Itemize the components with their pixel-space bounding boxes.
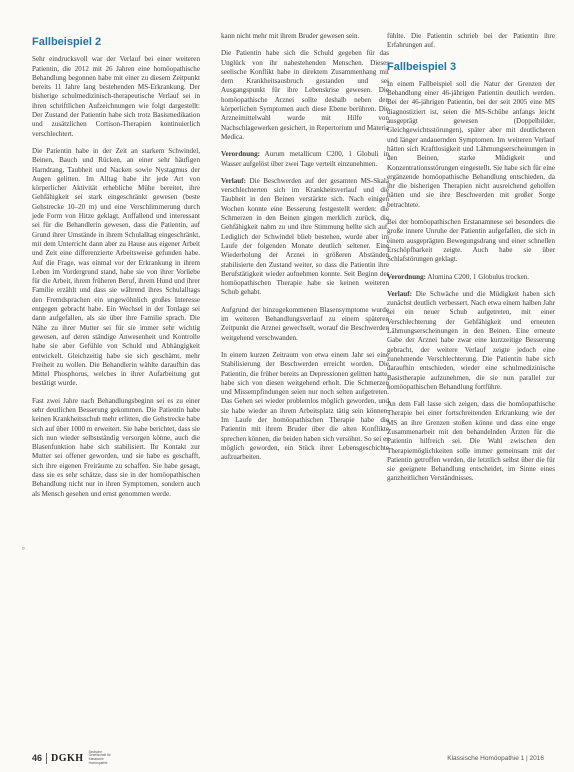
prescription-text: Aurum metallicum C200, 1 Globuli in Wasser aufgelöst über zwei Tage verteilt einzunehmen.: [221, 150, 389, 168]
column-middle: [221, 32, 389, 470]
prescription-text: Alumina C200, 1 Globulus trocken.: [426, 272, 530, 281]
paragraph: Fast zwei Jahre nach Behandlungsbeginn sei es zu einer sehr deutlichen Besserung gekommen. Die Patientin habe keinen Krankheitsschub mehr erlitten, die Gehstrecke habe sich auf über 1000 m erweitert. Sie habe berichtet, dass sie sich nun wieder selbstständig versorgen könne, auch die Blasenfunktion habe sich stabilisiert. Ihr Kontakt zur Mutter sei offener geworden, und sie habe es geschafft, sich ihre eigenen Freiräume zu schaffen. Sie habe gesagt, dass sie es sehr schätze, dass sie in der homöopathischen Behandlung nicht nur in ihren Symptomen, sondern auch als Mensch gesehen und ernst genommen werde.: [32, 396, 200, 498]
paragraph: Die Patientin habe sich die Schuld gegeben für das Unglück von ihr nahestehenden Menschen. Dieses seelische Konflikt habe in direktem Zusammenhang mit dem Krankheitsausbruch gestanden und sei Ausgangspunkt für ihre Lebenskrise gewesen. Die homöopathische Arznei sollte deshalb neben den körperlichen Symptomen auch diese Ebene berühren. Die Arzneimittelwahl wurde mit Hilfe von Nachschlagewerken gesichert, in Repertorium und Materia Medica.: [221, 49, 389, 141]
prescription-label: Verordnung:: [221, 150, 261, 159]
course-label: Verlauf:: [221, 176, 246, 185]
course-label: Verlauf:: [387, 289, 412, 298]
course-paragraph: [387, 290, 555, 392]
prescription-paragraph: [387, 273, 555, 282]
paragraph: Bei der homöopathischen Erstanamnese sei besonders die große innere Unruhe der Patientin aufgefallen, die sich in einem ausgeprägten Bewegungsdrang und einer schnellen Erschöpfbarkeit zeigte. Auch habe sie über Schlafstörungen geklagt.: [387, 218, 555, 264]
paragraph: Die Patientin habe in der Zeit an starkem Schwindel, Beinen, Bauch und Rücken, an einer sehr häufigen Harndrang, Taubheit und Nacken sowie Nystagmus der Augen gelitten. Im Alltag habe ihr jede Art von körperlicher Aktivität erhebliche Mühe bereitet, ihre Gehfähigkeit sei stark eingeschränkt gewesen (beste Gehstrecke 10–20 m) und eine Verschlimmerung durch jede Form von Hitze geklagt. Auffallend und interessant sei für die Behandlerin gewesen, dass die Patientin, auf Grund ihrer Umstände in ihrem Schulalltag eingeschränkt, mit dem Unterricht dann aber zu Hause aus eigener Arbeit und Zeit eine differenzierte Arbeitsweise gefunden habe. Auf die Frage, was einmal vor der Erkrankung in ihrem Leben im Vordergrund stand, habe sie von ihrer Vorliebe für die Arbeit, ihrem früheren Beruf, ihrem Hund und ihrer Familie erzählt und dass sie während ihres Schulalltags den Fremdsprachen ein ungewöhnlich großes Interesse entgegen gebracht habe. Ein Wechsel in der Tonlage sei dann aufgefallen, als sie über ihre Familie sprach. Die Nähe zu ihrer Mutter sei für sie immer sehr wichtig gewesen, auf deren ständige Anwesenheit und Kontrolle habe sie aber Gefühle von Schuld und Abhängigkeit entwickelt. Gleichzeitig habe sie sich geschämt, mehr Freiheit zu wollen. Die Behandlerin wählte daraufhin das Mittel Phosphorus, welches in ihrer Aufarbeitung gut bestätigt wurde.: [32, 146, 200, 388]
course-text: Die Beschwerden auf der gesamten MS-Skala verschlechterten sich im Krankheitsverlauf und die Taubheit in den Beinen verstärkte sich. Nach einigen Wochen konnte eine Besserung festgestellt werden: die Schmerzen in den Beinen gingen merklich zurück, die Gehfähigkeit nahm zu und ihre Stimmung hellte sich auf. Lediglich der Schwindel blieb bestehen, wurde aber im Laufe der folgenden Monate deutlich seltener. Eine Wiederholung der Arznei in größeren Abständen stabilisierte den Zustand weiter, so dass die Patientin ihre Berufstätigkeit wieder aufnehmen konnte. Seit Beginn der homöopathischen Therapie habe sie keinen weiteren Schub gehabt.: [221, 176, 389, 297]
journal-issue: Klassische Homöopathie 1 | 2016: [447, 754, 544, 762]
margin-marker: °: [22, 546, 25, 554]
paragraph: Aufgrund der hinzugekommenen Blasensymptome wurde im weiteren Behandlungsverlauf zu einem späteren Zeitpunkt die Arznei gewechselt, worauf die Beschwerden weitgehend verschwanden.: [221, 305, 389, 342]
paragraph: An dem Fall lasse sich zeigen, dass die homöopathische Therapie bei einer fortschreitenden Erkrankung wie der MS an ihre Grenzen stoßen könne und dass eine enge Zusammenarbeit mit den behandelnden Ärzten für die Patientin hilfreich sei. Die Wahl zwischen den Therapiemöglichkeiten solle immer gemeinsam mit der Patientin getroffen werden, die letztlich selbst über die für sie geeignete Behandlung entscheidet, im Sinne eines ganzheitlichen Verständnisses.: [387, 400, 555, 483]
course-text: Die Schwäche und die Müdigkeit haben sich zunächst deutlich verbessert. Nach etwa einem halben Jahr sei ein neuer Schub aufgetreten, mit einer Verschlechterung der Gehfähigkeit und erneuten Lähmungserscheinungen in den Beinen. Eine erneute Gabe der Arznei habe zwar eine kurzzeitige Besserung gebracht, der weitere Verlauf zeigte jedoch eine zunehmende Verschlechterung. Die Patientin habe sich daraufhin entschieden, wieder eine schulmedizinische Basistherapie aufzunehmen, die sie nun parallel zur homöopathischen Behandlung fortführe.: [387, 289, 555, 391]
case-heading-2: Fallbeispiel 2: [32, 36, 102, 48]
paragraph: Sehr eindrucksvoll war der Verlauf bei einer weiteren Patientin, die 2012 mit 26 Jahren eine homöopathische Behandlung begonnen habe mit einer zu diesem Zeitpunkt bereits 11 Jahre lang bestehenden MS-Erkrankung. Der bisherige schulmedizinisch-therapeutische Verlauf sei in ihren schriftlichen Aufzeichnungen wie folgt dargestellt: Der Zustand der Patientin habe sich trotz Basismedikation und zusätzlichen Cortison-Therapien kontinuierlich verschlechtert.: [32, 55, 200, 138]
paragraph: fühlte. Die Patientin schrieb bei der Patientin ihre Erfahrungen auf.: [387, 32, 555, 50]
column-left: [32, 38, 200, 507]
case-heading-3: Fallbeispiel 3: [387, 60, 457, 73]
brand-logo: DGKH: [51, 752, 84, 764]
society-logo-text: Deutsche Gesellschaft für Klassische Homöopathie: [88, 749, 111, 765]
divider: [46, 753, 47, 764]
paragraph: In einem kurzen Zeitraum von etwa einem Jahr sei eine Stabilisierung der Beschwerden erreicht worden. Die Patientin, die früher bereits an Depressionen gelitten hatte, habe sich von diesen weitgehend erholt. Die Schmerzen und Missempfindungen seien nur noch selten aufgetreten. Das Gehen sei wieder problemlos möglich geworden, und sie habe wieder an ihrem Arbeitsplatz tätig sein können. Im Laufe der homöopathischen Therapie habe die Patientin mit ihrem Bruder über die alten Konflikte sprechen können, die beiden haben sich versöhnt. So sei es möglich geworden, ein Stück ihrer Lebensgeschichte aufzuarbeiten.: [221, 350, 389, 462]
prescription-paragraph: [221, 150, 389, 169]
paragraph: kann nicht mehr mit ihrem Bruder gewesen sein.: [221, 32, 360, 40]
page-footer: [32, 750, 544, 766]
column-right: [387, 32, 555, 492]
prescription-label: Verordnung:: [387, 272, 427, 281]
paragraph: In einem Fallbeispiel soll die Natur der Grenzen der Behandlung einer 46-jährigen Patientin deutlich werden. Bei der 46-jährigen Patientin, bei der seit 2005 eine MS diagnostiziert ist, seien die MS-Schübe anfangs leicht ausgeprägt gewesen (Doppelbilder, Gleichgewichtsstörungen), später aber mit deutlicheren und länger andauernden Symptomen. Im weiteren Verlauf hätten sich Kraftlosigkeit und Lähmungserscheinungen in den Beinen, starke Müdigkeit und Konzentrationsstörungen eingestellt. Sie habe sich für eine ergänzende homöopathische Behandlung entschieden, da ihr die bisherigen Therapien nicht ausreichend geholfen hätten und sie ihre Beschwerden mit großer Sorge betrachtete.: [387, 79, 555, 209]
page-number: 46: [32, 753, 43, 763]
course-paragraph: [221, 177, 389, 298]
